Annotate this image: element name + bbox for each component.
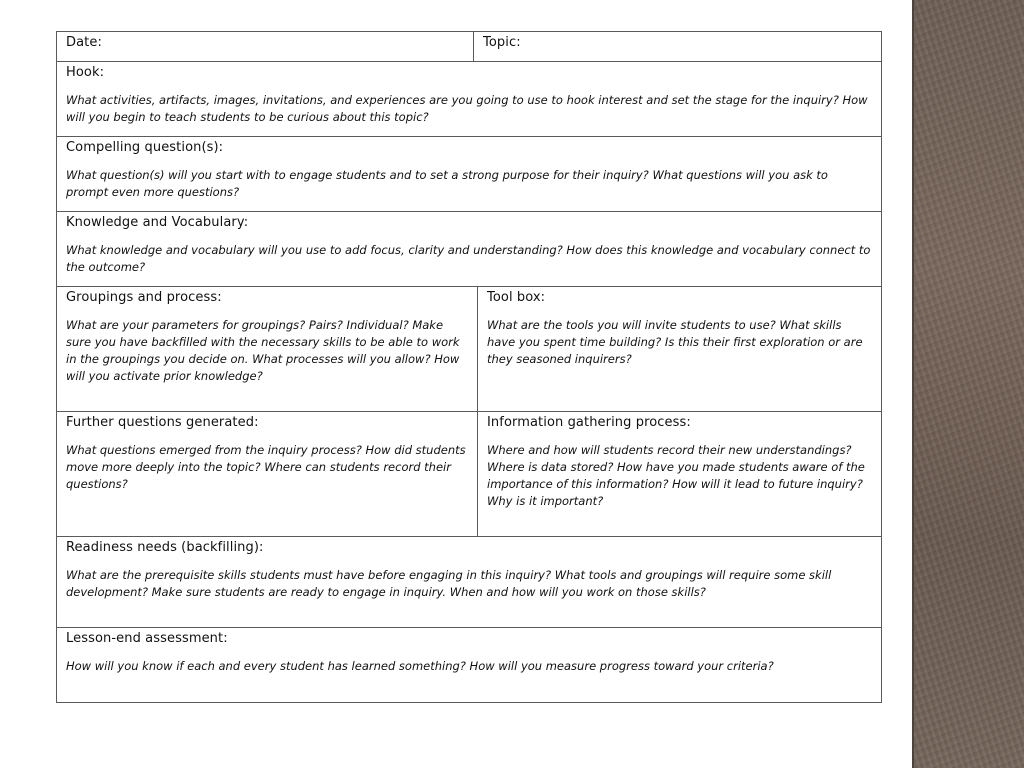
toolbox-label: Tool box: [487,290,546,305]
hook-prompt: What activities, artifacts, images, invitations, and experiences are you going to use to hook interest and set the stage for the inquiry? How will you begin to teach students to be curious about this topic? [66,93,868,124]
decorative-side-panel [912,0,1024,768]
assessment-prompt: How will you know if each and every student has learned something? How will you measure progress toward your criteria? [66,659,774,673]
assessment-row [57,628,882,703]
further-questions-cell[interactable] [57,412,478,537]
topic-label: Topic: [483,35,521,50]
date-topic-row [57,32,882,62]
further-questions-prompt: What questions emerged from the inquiry process? How did students move more deeply into the topic? Where can students record their questions? [66,443,466,491]
hook-row [57,62,882,137]
compelling-row [57,137,882,212]
information-gathering-cell[interactable] [478,412,882,537]
knowledge-prompt: What knowledge and vocabulary will you use to add focus, clarity and understanding? How does this knowledge and vocabulary connect to the outcome? [66,243,871,274]
readiness-cell[interactable] [57,537,882,628]
hook-label: Hook: [66,65,105,80]
groupings-cell[interactable] [57,287,478,412]
toolbox-cell[interactable] [478,287,882,412]
readiness-label: Readiness needs (backfilling): [66,540,264,555]
compelling-prompt: What question(s) will you start with to engage students and to set a strong purpose for their inquiry? What questions will you ask to prompt even more questions? [66,168,828,199]
further-questions-label: Further questions generated: [66,415,259,430]
groupings-prompt: What are your parameters for groupings? Pairs? Individual? Make sure you have backfilled with the necessary skills to be able to work in the groupings you decide on. What processes will you allow? How will you activate prior knowledge? [66,318,460,383]
compelling-label: Compelling question(s): [66,140,224,155]
hook-cell[interactable] [57,62,882,137]
topic-cell[interactable] [474,32,882,62]
knowledge-cell[interactable] [57,212,882,287]
inquiry-planning-table [56,31,882,703]
toolbox-prompt: What are the tools you will invite students to use? What skills have you spent time building? Is this their first exploration or are they seasoned inquirers? [487,318,863,366]
date-label: Date: [66,35,102,50]
readiness-row [57,537,882,628]
date-cell[interactable] [57,32,474,62]
side-panel-divider [912,0,914,768]
readiness-prompt: What are the prerequisite skills students must have before engaging in this inquiry? What tools and groupings will require some skill development? Make sure students are ready to engage in inquiry. When and how will you work on those skills? [66,568,832,599]
further-info-row [57,412,882,537]
knowledge-label: Knowledge and Vocabulary: [66,215,249,230]
groupings-label: Groupings and process: [66,290,222,305]
information-gathering-label: Information gathering process: [487,415,691,430]
knowledge-row [57,212,882,287]
compelling-cell[interactable] [57,137,882,212]
information-gathering-prompt: Where and how will students record their new understandings? Where is data stored? How have you made students aware of the importance of this information? How will it lead to future inquiry? Why is it important? [487,443,865,508]
groupings-toolbox-row [57,287,882,412]
assessment-label: Lesson-end assessment: [66,631,228,646]
assessment-cell[interactable] [57,628,882,703]
